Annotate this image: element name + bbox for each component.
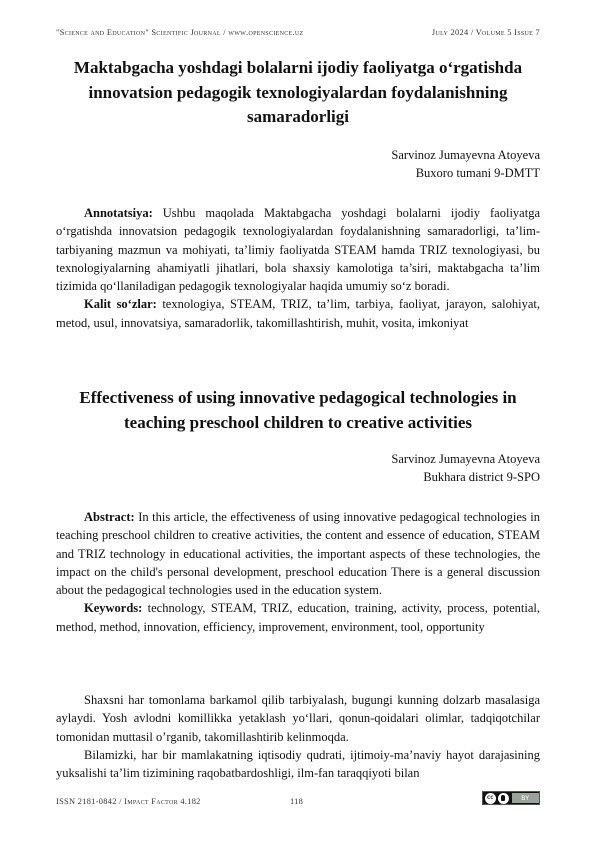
en-keywords-text: technology, STEAM, TRIZ, education, training, activity, process, potential, method, method, innovation, efficiency, improvement, environment, tool, opportunity [56,601,540,634]
body-paragraph: Shaxsni har tomonlama barkamol qilib tarbiyalash, bugungi kunning dolzarb masalasiga aylaydi. Yosh avlodni komillikka yetaklash yo‘llari, qonun-qoidalari olimlar, tadqiqotchilar tomonidan muttasil o’rganib, takomillashtirib kelinmoqda. [56,693,540,744]
cc-by-icon[interactable] [482,791,540,805]
en-abstract [56,508,540,599]
uz-keywords-label: Kalit so‘zlar: [84,297,157,312]
uz-abstract-text: Ushbu maqolada Maktabgacha yoshdagi bolalarni ijodiy faoliyatga o‘rgatishda innovatsion pedagogik texnologiyalardan foydalanishning samaradorligi, ta’lim-tarbiyaning mazmun va mohiyati, ta’limiy faoliyatda STEAM hamda TRIZ texnologiyasi, bu texnologiyalarning ahamiyatli jihatlari, bola shaxsiy kamolotiga ta’siri, maktabgacha ta’lim tizimida qo‘llaniladigan pedagogik texnologiyalar haqida umumiy so‘z boradi. [56,206,540,294]
license-label: BY [512,793,539,803]
en-author-block [391,450,540,486]
en-title: Effectiveness of using innovative pedagogical technologies in teaching preschool children to creative activities [79,388,517,432]
uz-abstract-label: Annotatsiya: [84,206,153,220]
uz-author-block [391,146,540,182]
body-paragraph: Bilamizki, har bir mamlakatning iqtisodiy qudrati, ijtimoiy-ma’naviy hayot darajasining yuksalishi ta’lim tizimining raqobatbardoshligi, ilm-fan taraqqiyoti bilan [56,747,540,781]
en-keywords-label: Keywords: [84,601,143,616]
issn-impact: ISSN 2181-0842 / Impact Factor 4.182 [56,797,201,806]
journal-name: "Science and Education" Scientific Journal / www.openscience.uz [56,28,304,37]
uz-abstract [56,204,540,295]
en-abstract-section [56,508,540,636]
uz-title: Maktabgacha yoshdagi bolalarni ijodiy faoliyatga o‘rgatishda innovatsion pedagogik texnologiyalardan foydalanishning samaradorligi [73,58,523,126]
uz-affiliation: Buxoro tumani 9-DMTT [415,166,540,180]
en-keywords [56,599,540,636]
running-header [56,28,540,37]
en-author-name: Sarvinoz Jumayevna Atoyeva [391,452,540,466]
body-section [56,691,540,782]
page-number: 118 [290,797,304,806]
en-affiliation: Bukhara district 9-SPO [423,470,540,484]
uz-abstract-section [56,204,540,332]
issue-info: July 2024 / Volume 5 Issue 7 [431,28,540,37]
person-icon [498,793,509,804]
en-abstract-text: In this article, the effectiveness of using innovative pedagogical technologies in teaching preschool children to creative activities, the content and essence of education, STEAM and TRIZ technology in educational activities, the important aspects of these technologies, the impact on the child's personal development, preschool education There is a general discussion about the pedagogical technologies used in the education system. [56,510,540,598]
uz-keywords [56,295,540,332]
uz-author-name: Sarvinoz Jumayevna Atoyeva [391,148,540,162]
uz-keywords-text: texnologiya, STEAM, TRIZ, ta’lim, tarbiya, faoliyat, jarayon, salohiyat, metod, usul, innovatsiya, samaradorlik, takomillashtirish, muhit, vosita, imkoniyat [56,297,540,330]
en-abstract-label: Abstract: [84,510,135,524]
cc-icon: cc [485,793,496,804]
